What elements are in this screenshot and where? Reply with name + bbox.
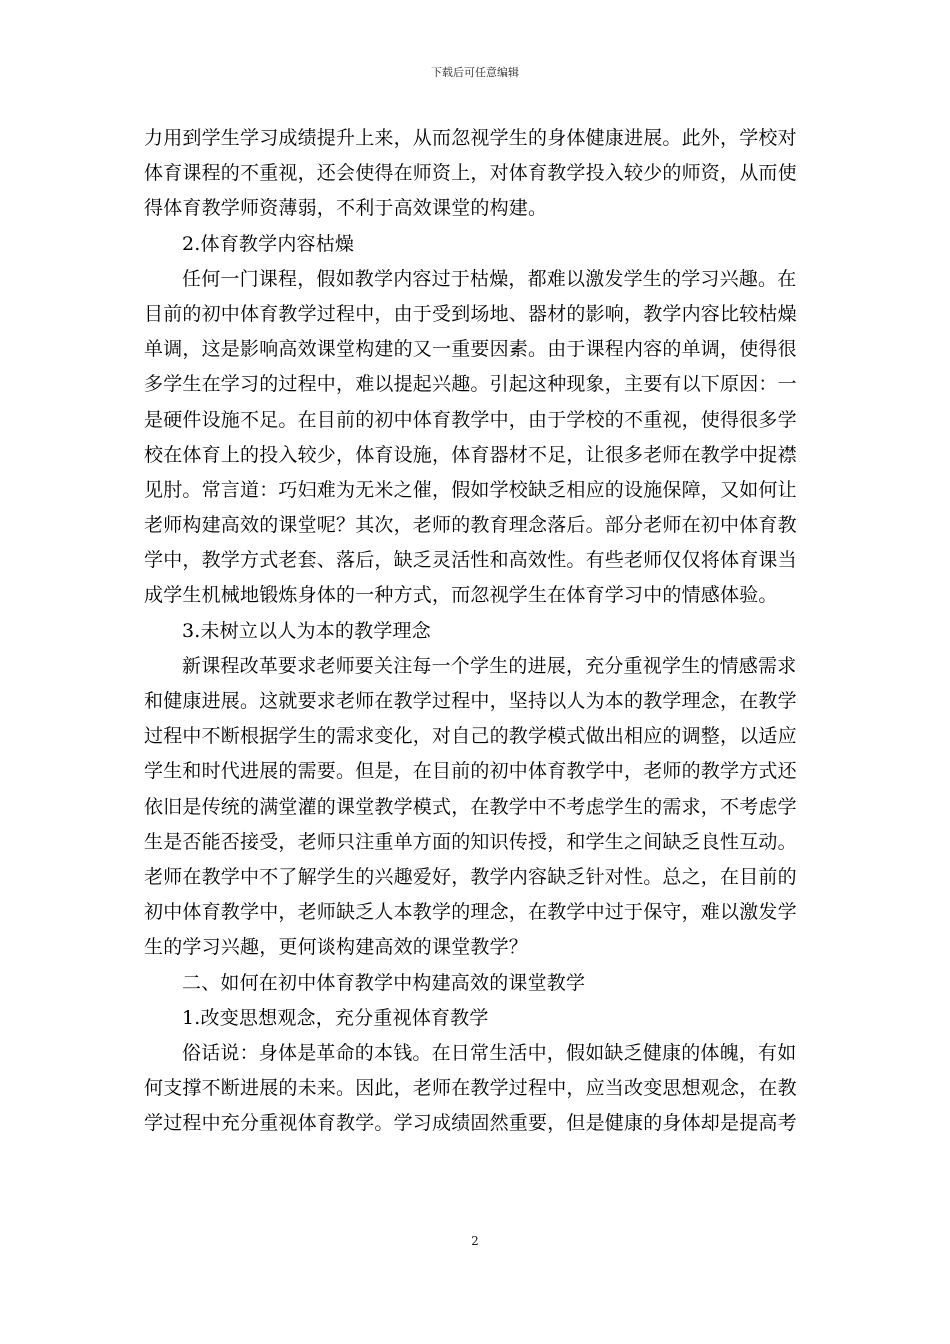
body-line: 单调，这是影响高效课堂构建的又一重要因素。由于课程内容的单调，使得很	[144, 338, 797, 361]
body-line: 学生和时代进展的需要。但是，在目前的初中体育教学中，老师的教学方式还	[144, 760, 797, 783]
body-line: 过程中不断根据学生的需求变化，对自己的教学模式做出相应的调整，以适应	[144, 725, 797, 748]
body-line: 任何一门课程，假如教学内容过于枯燥，都难以激发学生的学习兴趣。在	[182, 267, 797, 290]
page-header: 下载后可任意编辑	[431, 66, 519, 79]
body-line: 和健康进展。这就要求老师在教学过程中，坚持以人为本的教学理念，在教学	[144, 690, 797, 712]
body-line: 何支撑不断进展的未来。因此，老师在教学过程中，应当改变思想观念，在教	[144, 1077, 797, 1100]
section-heading: 二、如何在初中体育教学中构建高效的课堂教学	[182, 971, 586, 994]
body-line: 多学生在学习的过程中，难以提起兴趣。引起这种现象，主要有以下原因：一	[144, 373, 797, 396]
section-heading: 2.体育教学内容枯燥	[182, 232, 355, 255]
body-line: 学中，教学方式老套、落后，缺乏灵活性和高效性。有些老师仅仅将体育课当	[144, 549, 797, 572]
body-line: 老师构建高效的课堂呢？其次，老师的教育理念落后。部分老师在初中体育教	[144, 514, 797, 537]
body-line: 生是否能否接受，老师只注重单方面的知识传授，和学生之间缺乏良性互动。	[144, 830, 797, 853]
page-number: 2	[471, 1234, 479, 1248]
body-line: 校在体育上的投入较少，体育设施，体育器材不足，让很多老师在教学中捉襟	[144, 443, 797, 466]
body-line: 初中体育教学中，老师缺乏人本教学的理念，在教学中过于保守，难以激发学	[144, 901, 797, 924]
body-line: 见肘。常言道：巧妇难为无米之催，假如学校缺乏相应的设施保障，又如何让	[144, 478, 797, 501]
body-line: 依旧是传统的满堂灌的课堂教学模式，在教学中不考虑学生的需求，不考虑学	[144, 795, 797, 818]
body-line: 是硬件设施不足。在目前的初中体育教学中，由于学校的不重视，使得很多学	[144, 408, 797, 431]
body-line: 成学生机械地锻炼身体的一种方式，而忽视学生在体育学习中的情感体验。	[144, 584, 778, 607]
body-line: 体育课程的不重视，还会使得在师资上，对体育教学投入较少的师资，从而使	[144, 162, 797, 185]
section-heading: 1.改变思想观念，充分重视体育教学	[182, 1006, 489, 1029]
body-line: 老师在教学中不了解学生的兴趣爱好，教学内容缺乏针对性。总之，在目前的	[144, 865, 797, 888]
document-body	[144, 121, 810, 1141]
body-line: 新课程改革要求老师要关注每一个学生的进展，充分重视学生的情感需求	[182, 654, 797, 677]
body-line: 学过程中充分重视体育教学。学习成绩固然重要，但是健康的身体却是提高考	[144, 1112, 797, 1135]
body-line: 生的学习兴趣，更何谈构建高效的课堂教学？	[144, 936, 529, 959]
body-line: 力用到学生学习成绩提升上来，从而忽视学生的身体健康进展。此外，学校对	[144, 127, 797, 149]
body-line: 目前的初中体育教学过程中，由于受到场地、器材的影响，教学内容比较枯燥	[144, 302, 797, 325]
body-line: 俗话说：身体是革命的本钱。在日常生活中，假如缺乏健康的体魄，有如	[182, 1041, 797, 1064]
section-heading: 3.未树立以人为本的教学理念	[182, 619, 431, 642]
body-line: 得体育教学师资薄弱，不利于高效课堂的构建。	[144, 197, 548, 220]
